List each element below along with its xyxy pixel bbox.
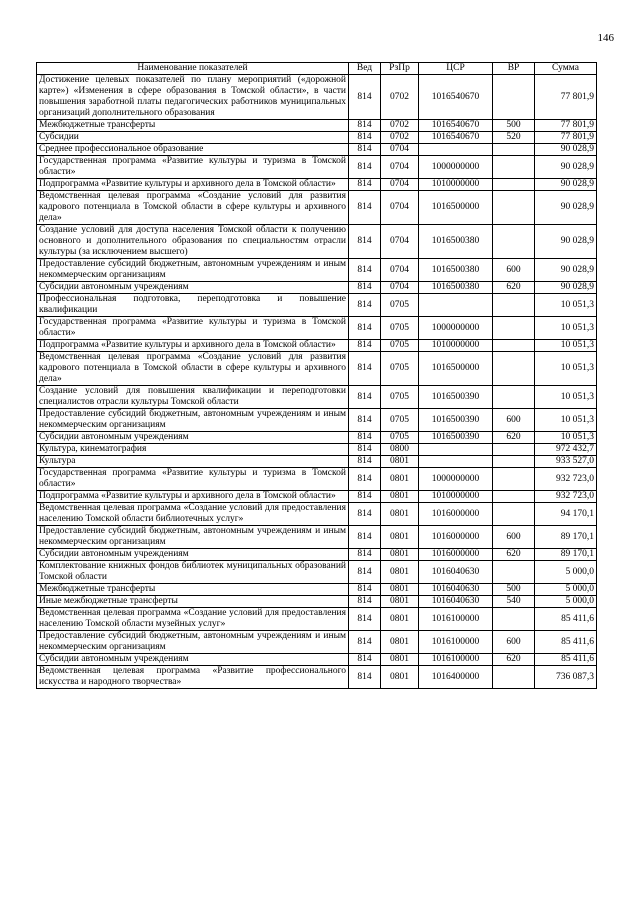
row-csr: 1016040630 (419, 561, 493, 584)
row-vr (493, 179, 535, 191)
row-name: Ведомственная целевая программа «Создание условий для развития кадрового потенциала в Томской области в сфере культуры и архивного дела» (37, 352, 349, 386)
row-csr: 1010000000 (419, 179, 493, 191)
row-ved: 814 (349, 191, 381, 225)
row-name: Среднее профессиональное образование (37, 144, 349, 156)
row-sum: 77 801,9 (535, 120, 597, 132)
table-row (37, 409, 597, 432)
row-csr: 1016000000 (419, 503, 493, 526)
row-ved: 814 (349, 282, 381, 294)
row-name: Субсидии автономным учреждениям (37, 432, 349, 444)
row-vr: 600 (493, 526, 535, 549)
row-vr: 600 (493, 259, 535, 282)
row-sum: 10 051,3 (535, 386, 597, 409)
row-csr (419, 456, 493, 468)
row-vr (493, 294, 535, 317)
row-vr (493, 225, 535, 259)
row-sum: 90 028,9 (535, 179, 597, 191)
table-row (37, 340, 597, 352)
row-sum: 10 051,3 (535, 317, 597, 340)
row-ved: 814 (349, 386, 381, 409)
table-header (37, 63, 597, 75)
row-rzpr: 0704 (381, 282, 419, 294)
row-vr: 620 (493, 432, 535, 444)
table-row (37, 259, 597, 282)
header-csr: ЦСР (419, 63, 493, 75)
row-csr: 1016000000 (419, 549, 493, 561)
row-rzpr: 0702 (381, 75, 419, 120)
row-ved: 814 (349, 666, 381, 689)
row-csr: 1000000000 (419, 317, 493, 340)
row-sum: 972 432,7 (535, 444, 597, 456)
row-name: Культура (37, 456, 349, 468)
row-sum: 89 170,1 (535, 526, 597, 549)
row-csr: 1010000000 (419, 491, 493, 503)
row-rzpr: 0705 (381, 409, 419, 432)
row-ved: 814 (349, 352, 381, 386)
header-rzpr: РзПр (381, 63, 419, 75)
row-rzpr: 0704 (381, 156, 419, 179)
page-number: 146 (597, 32, 614, 44)
row-vr: 540 (493, 596, 535, 608)
row-ved: 814 (349, 132, 381, 144)
row-name: Профессиональная подготовка, переподготовка и повышение квалификации (37, 294, 349, 317)
row-name: Межбюджетные трансферты (37, 584, 349, 596)
table-row (37, 526, 597, 549)
row-ved: 814 (349, 75, 381, 120)
row-rzpr: 0801 (381, 526, 419, 549)
row-rzpr: 0705 (381, 352, 419, 386)
row-csr: 1016500380 (419, 282, 493, 294)
row-name: Субсидии автономным учреждениям (37, 282, 349, 294)
row-name: Государственная программа «Развитие культуры и туризма в Томской области» (37, 317, 349, 340)
table-row (37, 468, 597, 491)
row-vr (493, 340, 535, 352)
table-row (37, 608, 597, 631)
row-vr (493, 386, 535, 409)
row-sum: 10 051,3 (535, 340, 597, 352)
row-sum: 94 170,1 (535, 503, 597, 526)
table-row (37, 179, 597, 191)
row-csr (419, 294, 493, 317)
row-sum: 90 028,9 (535, 156, 597, 179)
row-name: Государственная программа «Развитие культуры и туризма в Томской области» (37, 468, 349, 491)
row-csr: 1016040630 (419, 596, 493, 608)
header-row (37, 63, 597, 75)
row-name: Субсидии автономным учреждениям (37, 549, 349, 561)
row-vr (493, 503, 535, 526)
row-ved: 814 (349, 584, 381, 596)
table-row (37, 317, 597, 340)
row-csr: 1016100000 (419, 608, 493, 631)
row-rzpr: 0801 (381, 503, 419, 526)
row-name: Межбюджетные трансферты (37, 120, 349, 132)
row-name: Создание условий для доступа населения Томской области к получению основного и дополнительного образования по специальностям отрасли культуры (за исключением высшего) (37, 225, 349, 259)
row-vr (493, 191, 535, 225)
table-row (37, 503, 597, 526)
row-csr: 1016500380 (419, 259, 493, 282)
table-row (37, 191, 597, 225)
row-sum: 89 170,1 (535, 549, 597, 561)
row-name: Предоставление субсидий бюджетным, автономным учреждениям и иным некоммерческим организациям (37, 631, 349, 654)
row-vr (493, 144, 535, 156)
row-name: Ведомственная целевая программа «Создание условий для предоставления населению Томской области библиотечных услуг» (37, 503, 349, 526)
row-ved: 814 (349, 444, 381, 456)
row-sum: 932 723,0 (535, 491, 597, 503)
table-row (37, 386, 597, 409)
table-row (37, 120, 597, 132)
row-rzpr: 0801 (381, 468, 419, 491)
row-rzpr: 0801 (381, 584, 419, 596)
row-ved: 814 (349, 156, 381, 179)
row-sum: 736 087,3 (535, 666, 597, 689)
table-row (37, 75, 597, 120)
row-vr (493, 317, 535, 340)
row-name: Ведомственная целевая программа «Создание условий для развития кадрового потенциала в Томской области в сфере культуры и архивного дела» (37, 191, 349, 225)
row-rzpr: 0801 (381, 456, 419, 468)
row-sum: 90 028,9 (535, 225, 597, 259)
row-ved: 814 (349, 468, 381, 491)
row-ved: 814 (349, 561, 381, 584)
row-vr (493, 456, 535, 468)
table-row (37, 666, 597, 689)
row-csr: 1016540670 (419, 120, 493, 132)
row-vr: 500 (493, 120, 535, 132)
row-ved: 814 (349, 294, 381, 317)
row-name: Предоставление субсидий бюджетным, автономным учреждениям и иным некоммерческим организациям (37, 409, 349, 432)
row-rzpr: 0705 (381, 432, 419, 444)
row-vr (493, 608, 535, 631)
row-csr: 1016500390 (419, 432, 493, 444)
row-csr: 1016500380 (419, 225, 493, 259)
row-ved: 814 (349, 654, 381, 666)
row-sum: 90 028,9 (535, 259, 597, 282)
row-ved: 814 (349, 503, 381, 526)
row-rzpr: 0705 (381, 294, 419, 317)
row-vr: 620 (493, 654, 535, 666)
row-rzpr: 0801 (381, 491, 419, 503)
row-csr: 1016500000 (419, 352, 493, 386)
table-row (37, 352, 597, 386)
row-rzpr: 0702 (381, 132, 419, 144)
header-sum: Сумма (535, 63, 597, 75)
row-vr: 500 (493, 584, 535, 596)
table-row (37, 654, 597, 666)
table-row (37, 225, 597, 259)
table-row (37, 432, 597, 444)
row-name: Субсидии автономным учреждениям (37, 654, 349, 666)
row-rzpr: 0801 (381, 654, 419, 666)
row-csr: 1016100000 (419, 631, 493, 654)
row-ved: 814 (349, 120, 381, 132)
row-rzpr: 0705 (381, 340, 419, 352)
row-name: Подпрограмма «Развитие культуры и архивного дела в Томской области» (37, 491, 349, 503)
row-ved: 814 (349, 631, 381, 654)
row-csr: 1016100000 (419, 654, 493, 666)
table-row (37, 456, 597, 468)
row-sum: 85 411,6 (535, 608, 597, 631)
row-ved: 814 (349, 144, 381, 156)
row-ved: 814 (349, 491, 381, 503)
row-sum: 90 028,9 (535, 191, 597, 225)
row-ved: 814 (349, 259, 381, 282)
row-rzpr: 0704 (381, 225, 419, 259)
row-vr (493, 561, 535, 584)
row-rzpr: 0801 (381, 561, 419, 584)
row-csr (419, 444, 493, 456)
row-csr: 1016540670 (419, 132, 493, 144)
row-rzpr: 0705 (381, 386, 419, 409)
row-vr: 600 (493, 631, 535, 654)
table-row (37, 282, 597, 294)
row-name: Достижение целевых показателей по плану мероприятий («дорожной карте») «Изменения в сфере образования в Томской области», в части повышения заработной платы педагогических работников муниципальных организаций дополнительного образования (37, 75, 349, 120)
row-ved: 814 (349, 596, 381, 608)
table-row (37, 491, 597, 503)
table-row (37, 444, 597, 456)
row-rzpr: 0704 (381, 191, 419, 225)
header-name: Наименование показателей (37, 63, 349, 75)
row-csr: 1016000000 (419, 526, 493, 549)
row-name: Создание условий для повышения квалификации и переподготовки специалистов отрасли культуры Томской области (37, 386, 349, 409)
row-name: Субсидии (37, 132, 349, 144)
row-sum: 85 411,6 (535, 631, 597, 654)
table-row (37, 132, 597, 144)
row-ved: 814 (349, 549, 381, 561)
row-vr: 520 (493, 132, 535, 144)
row-vr (493, 75, 535, 120)
row-ved: 814 (349, 340, 381, 352)
row-vr (493, 156, 535, 179)
row-csr: 1010000000 (419, 340, 493, 352)
row-csr: 1016540670 (419, 75, 493, 120)
row-vr (493, 444, 535, 456)
row-vr (493, 468, 535, 491)
table-row (37, 631, 597, 654)
row-csr: 1016500000 (419, 191, 493, 225)
row-vr (493, 352, 535, 386)
row-vr: 600 (493, 409, 535, 432)
row-rzpr: 0801 (381, 596, 419, 608)
row-name: Ведомственная целевая программа «Развитие профессионального искусства и народного творчества» (37, 666, 349, 689)
row-rzpr: 0800 (381, 444, 419, 456)
header-ved: Вед (349, 63, 381, 75)
row-csr: 1016400000 (419, 666, 493, 689)
table-row (37, 561, 597, 584)
row-sum: 85 411,6 (535, 654, 597, 666)
row-rzpr: 0801 (381, 608, 419, 631)
row-rzpr: 0702 (381, 120, 419, 132)
row-csr: 1016040630 (419, 584, 493, 596)
row-ved: 814 (349, 432, 381, 444)
row-sum: 10 051,3 (535, 352, 597, 386)
row-name: Государственная программа «Развитие культуры и туризма в Томской области» (37, 156, 349, 179)
row-sum: 77 801,9 (535, 132, 597, 144)
row-vr (493, 666, 535, 689)
table-row (37, 156, 597, 179)
row-ved: 814 (349, 608, 381, 631)
row-rzpr: 0705 (381, 317, 419, 340)
row-name: Культура, кинематография (37, 444, 349, 456)
row-sum: 77 801,9 (535, 75, 597, 120)
row-name: Ведомственная целевая программа «Создание условий для предоставления населению Томской области музейных услуг» (37, 608, 349, 631)
row-ved: 814 (349, 409, 381, 432)
header-vr: ВР (493, 63, 535, 75)
budget-table (36, 62, 597, 689)
row-rzpr: 0704 (381, 259, 419, 282)
row-sum: 90 028,9 (535, 282, 597, 294)
row-vr: 620 (493, 549, 535, 561)
table-row (37, 596, 597, 608)
row-csr: 1016500390 (419, 409, 493, 432)
row-rzpr: 0801 (381, 549, 419, 561)
row-rzpr: 0801 (381, 666, 419, 689)
row-vr (493, 491, 535, 503)
row-name: Иные межбюджетные трансферты (37, 596, 349, 608)
row-sum: 10 051,3 (535, 409, 597, 432)
row-vr: 620 (493, 282, 535, 294)
row-ved: 814 (349, 179, 381, 191)
row-name: Предоставление субсидий бюджетным, автономным учреждениям и иным некоммерческим организациям (37, 259, 349, 282)
row-csr: 1000000000 (419, 156, 493, 179)
row-sum: 5 000,0 (535, 561, 597, 584)
row-sum: 90 028,9 (535, 144, 597, 156)
row-ved: 814 (349, 526, 381, 549)
row-name: Подпрограмма «Развитие культуры и архивного дела в Томской области» (37, 340, 349, 352)
row-rzpr: 0704 (381, 144, 419, 156)
table-row (37, 584, 597, 596)
row-name: Предоставление субсидий бюджетным, автономным учреждениям и иным некоммерческим организациям (37, 526, 349, 549)
row-name: Подпрограмма «Развитие культуры и архивного дела в Томской области» (37, 179, 349, 191)
table-row (37, 294, 597, 317)
row-sum: 933 527,0 (535, 456, 597, 468)
row-name: Комплектование книжных фондов библиотек муниципальных образований Томской области (37, 561, 349, 584)
table-row (37, 549, 597, 561)
row-csr: 1016500390 (419, 386, 493, 409)
row-csr (419, 144, 493, 156)
row-ved: 814 (349, 317, 381, 340)
row-ved: 814 (349, 456, 381, 468)
table-row (37, 144, 597, 156)
table-body (37, 75, 597, 689)
row-sum: 10 051,3 (535, 432, 597, 444)
row-sum: 932 723,0 (535, 468, 597, 491)
row-rzpr: 0704 (381, 179, 419, 191)
row-sum: 5 000,0 (535, 596, 597, 608)
row-sum: 5 000,0 (535, 584, 597, 596)
row-sum: 10 051,3 (535, 294, 597, 317)
row-csr: 1000000000 (419, 468, 493, 491)
row-rzpr: 0801 (381, 631, 419, 654)
row-ved: 814 (349, 225, 381, 259)
